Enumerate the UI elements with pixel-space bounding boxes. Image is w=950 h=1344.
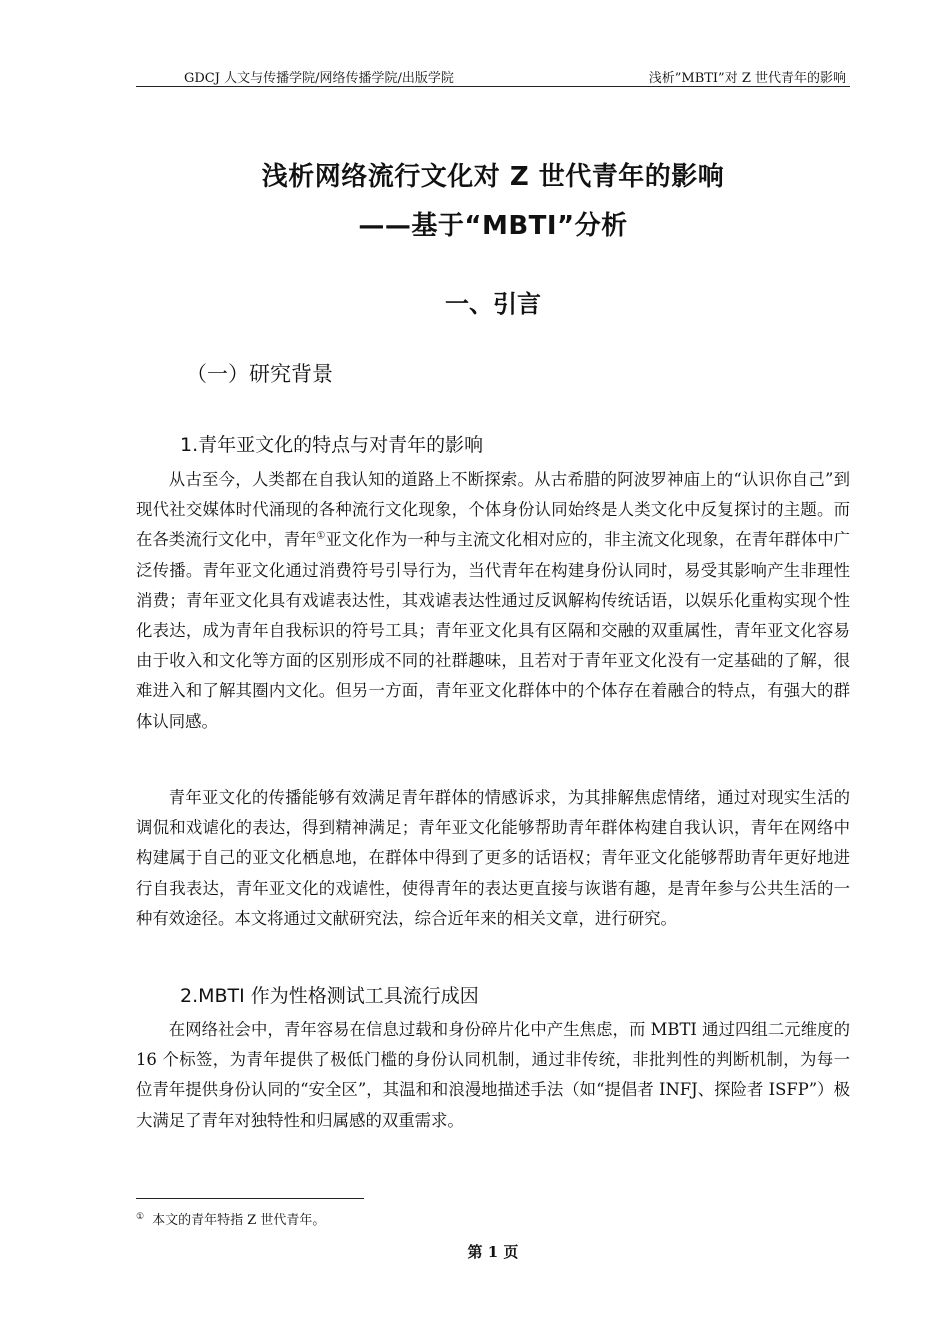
paper-subtitle: ——基于“MBTI”分析 (358, 211, 628, 241)
footnote-reference[interactable]: ① (316, 530, 326, 542)
footnote-text: 本文的青年特指 Z 世代青年。 (152, 1213, 326, 1228)
header-short-title: 浅析”MBTI”对 Z 世代青年的影响 (648, 71, 846, 86)
footnote-mark: ① (136, 1211, 145, 1222)
heading-mbti-popularity: 2.MBTI 作为性格测试工具流行成因 (180, 985, 479, 1007)
paragraph-1 (136, 465, 850, 737)
page-number: 第 1 页 (467, 1243, 519, 1261)
paragraph-2: 青年亚文化的传播能够有效满足青年群体的情感诉求，为其排解焦虑情绪，通过对现实生活的调侃和戏谑化的表达，得到精神满足；青年亚文化能够帮助青年群体构建自我认识，青年在网络中构建属于自己的亚文化栖息地，在群体中得到了更多的话语权；青年亚文化能够帮助青年更好地进行自我表达，青年亚文化的戏谑性，使得青年的表达更直接与诙谐有趣，是青年参与公共生活的一种有效途径。本文将通过文献研究法，综合近年来的相关文章，进行研究。 (136, 788, 850, 928)
heading-youth-subculture: 1.青年亚文化的特点与对青年的影响 (180, 434, 484, 456)
footnote-separator (136, 1198, 364, 1199)
section-heading: 一、引言 (445, 290, 541, 318)
paragraph-1-text-b: 亚文化作为一种与主流文化相对应的，非主流文化现象，在青年群体中广泛传播。青年亚文化通过消费符号引导行为，当代青年在构建身份认同时，易受其影响产生非理性消费；青年亚文化具有戏谑表达性，其戏谑表达性通过反讽解构传统话语，以娱乐化重构实现个性化表达，成为青年自我标识的符号工具；青年亚文化具有区隔和交融的双重属性，青年亚文化容易由于收入和文化等方面的区别形成不同的社群趣味，且若对于青年亚文化没有一定基础的了解，很难进入和了解其圈内文化。但另一方面，青年亚文化群体中的个体存在着融合的特点，有强大的群体认同感。 (136, 530, 851, 731)
subsection-heading: （一）研究背景 (186, 362, 333, 386)
header-institution: GDCJ 人文与传播学院/网络传播学院/出版学院 (184, 71, 454, 86)
page-header (136, 64, 850, 87)
footnote (136, 1209, 325, 1228)
paper-title: 浅析网络流行文化对 Z 世代青年的影响 (261, 162, 725, 192)
paragraph-1-text-a: 从古至今，人类都在自我认知的道路上不断探索。从古希腊的阿波罗神庙上的“认识你自己”到现代社交媒体时代涌现的各种流行文化现象，个体身份认同始终是人类文化中反复探讨的主题。而在各类流行文化中，青年 (136, 470, 850, 550)
paragraph-3: 在网络社会中，青年容易在信息过载和身份碎片化中产生焦虑，而 MBTI 通过四组二元维度的 16 个标签，为青年提供了极低门槛的身份认同机制，通过非传统，非批判性的判断机制，为每一位青年提供身份认同的“安全区”，其温和和浪漫地描述手法（如“提倡者 INFJ、探险者 ISFP”）极大满足了青年对独特性和归属感的双重需求。 (136, 1020, 850, 1130)
